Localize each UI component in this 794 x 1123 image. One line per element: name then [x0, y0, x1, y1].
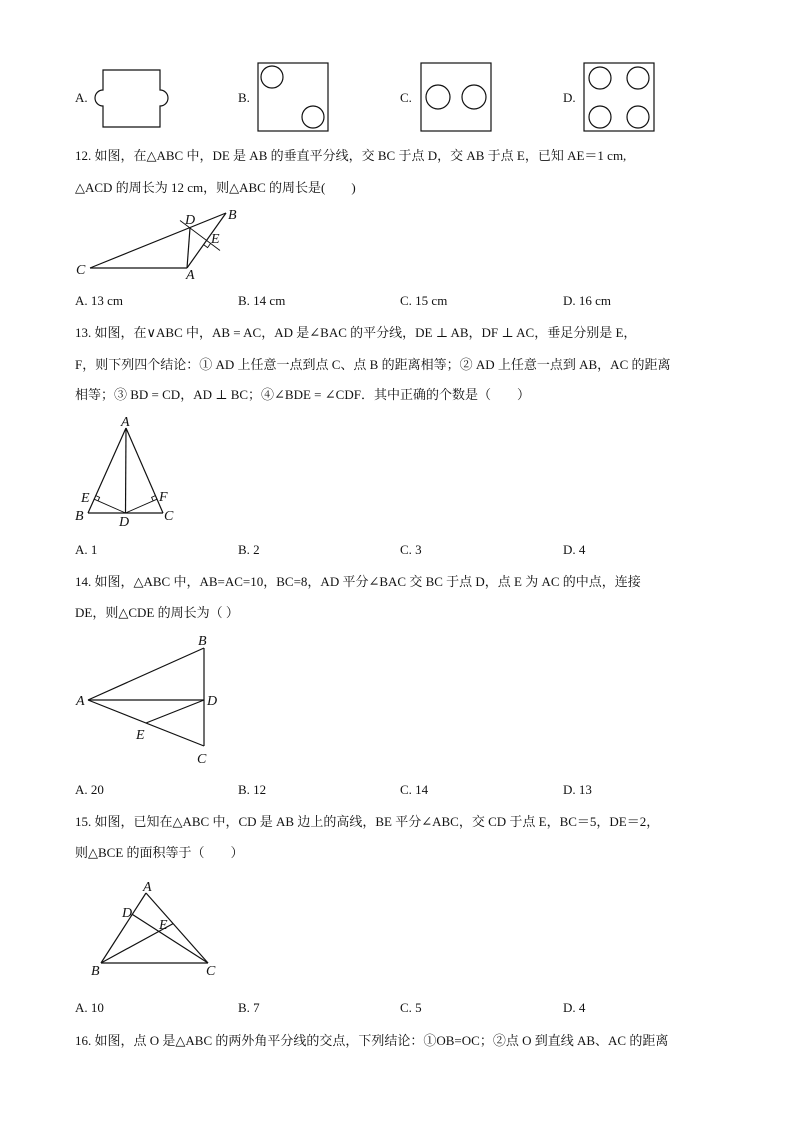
q14-option-a: A. 20 [75, 782, 104, 797]
q11-option-c: C. [400, 90, 412, 105]
q15-option-c: C. 5 [400, 1000, 422, 1015]
q13-option-b: B. 2 [238, 542, 260, 557]
q14-label-c: C [197, 752, 207, 767]
q13-option-c: C. 3 [400, 542, 422, 557]
q12-label-a: A [186, 268, 195, 283]
q13-text-line-2: F，则下列四个结论：① AD 上任意一点到点 C、点 B 的距离相等；② AD 上任意一点到 AB，AC 的距离 [75, 357, 671, 372]
q15-label-a: A [143, 880, 152, 895]
q13-label-b: B [75, 509, 84, 524]
q12-text-line-1: 12. 如图，在△ABC 中，DE 是 AB 的垂直平分线，交 BC 于点 D，交 AB 于点 E，已知 AE＝1 cm, [75, 148, 627, 163]
q13-label-f: F [159, 490, 168, 505]
q15-label-e: E [159, 918, 168, 933]
q12-option-c: C. 15 cm [400, 293, 448, 308]
q15-label-b: B [91, 964, 100, 979]
q11-figure-d [584, 63, 654, 131]
q11-figure-b [258, 63, 328, 131]
q13-text-line-1: 13. 如图，在∨ABC 中，AB = AC，AD 是∠BAC 的平分线，DE ⊥ AB，DF ⊥ AC，垂足分别是 E， [75, 325, 637, 340]
q12-option-a: A. 13 cm [75, 293, 124, 308]
q15-option-a: A. 10 [75, 1000, 104, 1015]
q11-figure-a [95, 70, 168, 127]
q11-option-a: A. [75, 90, 88, 105]
q12-label-d: D [185, 213, 196, 228]
q14-option-c: C. 14 [400, 782, 429, 797]
q13-option-d: D. 4 [563, 542, 586, 557]
q15-option-d: D. 4 [563, 1000, 586, 1015]
q13-label-c: C [164, 509, 174, 524]
q11-figure-c [421, 63, 491, 131]
q12-label-b: B [228, 208, 237, 223]
q11-option-d: D. [563, 90, 576, 105]
q14-label-b: B [198, 634, 207, 649]
q15-label-d: D [122, 906, 133, 921]
q11-option-b: B. [238, 90, 250, 105]
q16-text-line-1: 16. 如图，点 O 是△ABC 的两外角平分线的交点，下列结论：①OB=OC；②点 O 到直线 AB、AC 的距离 [75, 1033, 669, 1048]
q14-option-d: D. 13 [563, 782, 592, 797]
q15-text-line-1: 15. 如图，已知在△ABC 中，CD 是 AB 边上的高线，BE 平分∠ABC，交 CD 于点 E，BC＝5，DE＝2， [75, 814, 660, 829]
q12-text-line-2: △ACD 的周长为 12 cm，则△ABC 的周长是( ) [75, 180, 356, 195]
q12-option-b: B. 14 cm [238, 293, 286, 308]
q13-label-d: D [119, 515, 130, 530]
q14-label-a: A [76, 694, 85, 709]
q13-option-a: A. 1 [75, 542, 98, 557]
q14-text-line-2: DE，则△CDE 的周长为（ ） [75, 605, 239, 620]
q15-option-b: B. 7 [238, 1000, 260, 1015]
q12-label-e: E [211, 232, 220, 247]
q13-figure [75, 415, 174, 530]
q15-text-line-2: 则△BCE 的面积等于（ ） [75, 845, 244, 860]
q14-label-d: D [207, 694, 218, 709]
q13-text-line-3: 相等；③ BD = CD，AD ⊥ BC；④∠BDE = ∠CDF．其中正确的个数是（ ） [75, 387, 530, 402]
q15-figure [91, 880, 216, 979]
q15-label-c: C [206, 964, 216, 979]
q14-text-line-1: 14. 如图，△ABC 中，AB=AC=10，BC=8，AD 平分∠BAC 交 BC 于点 D，点 E 为 AC 的中点，连接 [75, 574, 641, 589]
q14-figure [75, 634, 217, 767]
q13-label-e: E [81, 491, 90, 506]
q12-option-d: D. 16 cm [563, 293, 612, 308]
q14-option-b: B. 12 [238, 782, 267, 797]
q13-label-a: A [121, 415, 130, 430]
q12-label-c: C [76, 263, 86, 278]
q14-label-e: E [136, 728, 145, 743]
q12-figure [76, 208, 237, 283]
